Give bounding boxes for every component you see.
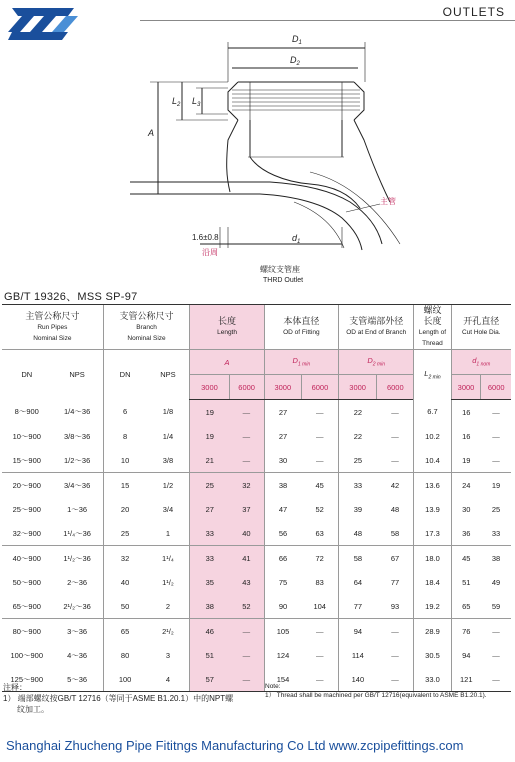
table-cell: 114 — [339, 643, 377, 667]
table-cell: 25 — [339, 448, 377, 473]
table-cell: 3/4～36 — [63, 480, 91, 490]
company-logo — [8, 4, 80, 44]
table-cell: 52 — [315, 504, 324, 514]
table-cell: 1¹/₂ — [162, 577, 174, 587]
table-cell: 19.2 — [414, 594, 451, 619]
header-d2-sub: 2 min — [372, 361, 386, 368]
header-run — [2, 305, 103, 350]
table-cell: 3/8 — [147, 448, 190, 473]
header-length-en: Length — [217, 329, 237, 336]
header-run-cn: 主管公称尺寸 — [25, 310, 80, 321]
header-d1-3000: 3000 — [264, 375, 301, 400]
table-cell: 80～900 — [12, 626, 41, 636]
header-branch-en2: Nominal Size — [127, 334, 166, 342]
table-cell: 121 — [451, 667, 481, 692]
table-cell: 6 — [103, 400, 146, 425]
header-dcut-sym: d — [472, 356, 477, 366]
table-cell: 33 — [339, 473, 377, 498]
table-cell: — — [492, 407, 500, 417]
table-cell: 65 — [451, 594, 481, 619]
svg-text:L2 — [172, 96, 181, 108]
table-cell: 94 — [451, 643, 481, 667]
table-cell: 77 — [339, 594, 377, 619]
header-thread-en2: Thread — [422, 340, 443, 347]
notes-cn-title: 注释： — [3, 683, 27, 692]
title-rule — [140, 20, 515, 21]
table-cell: 20～900 — [12, 480, 41, 490]
header-branch-dn: DN — [103, 350, 146, 400]
table-cell: 15 — [103, 473, 146, 498]
table-cell: 15～900 — [2, 448, 52, 473]
header-cut-cn: 开孔直径 — [463, 316, 500, 326]
table-cell: 10.4 — [414, 448, 451, 473]
table-cell: 6.7 — [414, 400, 451, 425]
table-cell: — — [315, 431, 324, 441]
table-row — [2, 448, 511, 473]
header-cut-hole — [451, 305, 511, 350]
notes-en-1: 1） Thread shall be machined per GB/T 12716(equivalent to ASME B1.20.1). — [265, 692, 487, 699]
table-cell: — — [492, 650, 500, 660]
table-cell: 27 — [264, 400, 301, 425]
table-row — [2, 497, 511, 521]
header-branch-en1: Branch — [136, 323, 157, 331]
header-d1 — [264, 350, 338, 375]
table-cell: 56 — [264, 521, 301, 546]
label-d1-sub: 1 — [298, 40, 302, 46]
table-cell: 83 — [315, 577, 324, 587]
table-body — [2, 400, 511, 692]
table-cell: 47 — [264, 497, 301, 521]
table-cell: 76 — [451, 619, 481, 644]
section-title: OUTLETS — [442, 5, 505, 19]
svg-text:d1 — [292, 233, 300, 245]
header-thread-cn1: 螺纹 — [423, 305, 442, 315]
table-cell: — — [229, 448, 264, 473]
table-cell: 19 — [190, 400, 229, 425]
table-cell: 2¹/₂ — [162, 626, 174, 636]
table-cell: 32 — [229, 473, 264, 498]
table-cell: 22 — [339, 424, 377, 448]
table-cell: 2¹/₂～36 — [52, 594, 104, 619]
footer-company: Shanghai Zhucheng Pipe Fititngs Manufacturing Co Ltd www.zcpipefittings.com — [6, 738, 464, 753]
header-thread-cn2: 长度 — [423, 316, 442, 326]
notes-cn-1: 1） 端部螺纹按GB/T 12716（等同于ASME B1.20.1）中的NPT螺 — [3, 694, 234, 703]
table-cell: 58 — [339, 546, 377, 571]
table-cell: — — [391, 626, 399, 636]
table-cell: 10 — [103, 448, 146, 473]
table-cell: 5～36 — [52, 667, 104, 692]
header-run-en1: Run Pipes — [37, 323, 68, 331]
header-cut-en: Cut Hole Dia. — [461, 329, 501, 336]
table-cell: 40 — [229, 521, 264, 546]
svg-text:D1 — [292, 34, 302, 46]
header-a-6000: 6000 — [229, 375, 264, 400]
table-cell: — — [301, 448, 338, 473]
table-cell: 45 — [315, 480, 324, 490]
table-cell: 22 — [339, 400, 377, 425]
label-l2-sub: 2 — [177, 102, 181, 108]
table-row — [2, 400, 511, 425]
label-gap-cn: 沿周 — [202, 248, 218, 257]
header-l2 — [414, 350, 451, 400]
table-cell: — — [229, 400, 264, 425]
table-cell: 65 — [103, 619, 146, 644]
header-l2-sub: 2 min — [428, 374, 441, 381]
table-cell: 77 — [390, 577, 400, 587]
header-d1-sym: D — [292, 356, 298, 366]
table-cell: 93 — [377, 594, 414, 619]
table-cell: 3 — [165, 650, 171, 660]
table-cell: 19 — [451, 448, 481, 473]
table-cell: 50～900 — [12, 577, 41, 587]
table-cell: 3/4 — [162, 504, 174, 514]
table-cell: 58 — [377, 521, 414, 546]
table-cell: — — [391, 431, 399, 441]
table-cell: 4 — [147, 667, 190, 692]
table-cell: 16 — [451, 400, 481, 425]
table-cell: — — [391, 650, 399, 660]
table-cell: 42 — [390, 480, 400, 490]
header-length — [190, 305, 264, 350]
table-cell: 1～36 — [67, 504, 88, 514]
caption-en: THRD Outlet — [263, 277, 304, 284]
header-dcut-sub: 1 nom — [476, 361, 491, 368]
table-cell: — — [229, 667, 264, 692]
table-cell: 43 — [229, 570, 264, 594]
table-cell: 30 — [264, 448, 301, 473]
table-cell: 20 — [103, 497, 146, 521]
header-run-en2: Nominal Size — [33, 334, 72, 342]
table-cell: 1/4～36 — [63, 407, 91, 417]
table-cell: 72 — [315, 553, 324, 563]
table-cell: 25 — [190, 473, 229, 498]
table-cell: 3/8～36 — [63, 431, 91, 441]
notes-cn-1b: 纹加工。 — [17, 705, 49, 714]
header-od-fit-en: OD of Fitting — [283, 329, 320, 336]
header-od-end-cn: 支管端部外径 — [349, 316, 404, 326]
table-cell: 51 — [451, 570, 481, 594]
table-cell: 36 — [451, 521, 481, 546]
table-cell: 33 — [190, 521, 229, 546]
header-row-1 — [2, 305, 511, 350]
table-cell: 67 — [390, 553, 400, 563]
table-cell: 51 — [190, 643, 229, 667]
table-cell: 40 — [103, 570, 146, 594]
table-row — [2, 546, 511, 571]
label-d1-small-sub: 1 — [297, 239, 301, 245]
table-cell: 10～900 — [12, 431, 41, 441]
header-dcut — [451, 350, 511, 375]
table-cell: 2 — [147, 594, 190, 619]
label-l3: L — [192, 96, 198, 106]
header-nps: NPS — [52, 350, 104, 400]
table-cell: 13.9 — [414, 497, 451, 521]
table-cell: 13.6 — [414, 473, 451, 498]
label-d1: D — [292, 34, 299, 44]
label-l2: L — [172, 96, 178, 106]
table-row — [2, 594, 511, 619]
table-cell: 49 — [491, 577, 501, 587]
table-cell: 2～36 — [67, 577, 88, 587]
caption-cn: 螺纹支管座 — [260, 265, 300, 274]
table-cell: 94 — [339, 619, 377, 644]
table-cell: — — [492, 626, 500, 636]
notes-en-title: Note: — [265, 683, 281, 690]
label-d2-sub: 2 — [296, 61, 300, 67]
table-cell: 24 — [451, 473, 481, 498]
table-cell: — — [301, 667, 338, 692]
header-od-fitting — [264, 305, 338, 350]
table-cell: 25 — [491, 504, 501, 514]
table-cell: — — [481, 448, 511, 473]
table-cell: 154 — [264, 667, 301, 692]
header-od-end-en: OD at End of Branch — [346, 329, 407, 336]
table-row — [2, 521, 511, 546]
table-cell: 65～900 — [2, 594, 52, 619]
table-cell: 38 — [190, 594, 229, 619]
table-cell: 100～900 — [10, 650, 44, 660]
header-cut-6000: 6000 — [481, 375, 511, 400]
table-cell: — — [492, 431, 500, 441]
header-d2-6000: 6000 — [377, 375, 414, 400]
table-cell: 1/2 — [162, 480, 174, 490]
table-cell: 35 — [190, 570, 229, 594]
table-row — [2, 424, 511, 448]
table-cell: 66 — [264, 546, 301, 571]
table-cell: — — [481, 667, 511, 692]
table-cell: 46 — [190, 619, 229, 644]
table-cell: 140 — [339, 667, 377, 692]
table-cell: 8 — [103, 424, 146, 448]
table-cell: 57 — [190, 667, 229, 692]
header-branch — [103, 305, 190, 350]
table-cell: 1¹/₄ — [162, 553, 174, 563]
table-cell: 33.0 — [414, 667, 451, 692]
header-thread-en1: Length of — [418, 329, 447, 336]
table-cell: 104 — [301, 594, 338, 619]
table-cell: 3～36 — [67, 626, 88, 636]
table-cell: 90 — [264, 594, 301, 619]
header-d1-6000: 6000 — [301, 375, 338, 400]
table-cell: — — [315, 407, 324, 417]
table-cell: 1/8 — [162, 407, 174, 417]
header-branch-cn: 支管公称尺寸 — [119, 310, 174, 321]
table-cell: 48 — [339, 521, 377, 546]
table-cell: 30.5 — [414, 643, 451, 667]
table-cell: 38 — [491, 553, 501, 563]
header-d2-sym: D — [367, 356, 373, 366]
table-cell: 21 — [190, 448, 229, 473]
table-cell: 32～900 — [2, 521, 52, 546]
label-a: A — [148, 128, 155, 138]
table-cell: 100 — [103, 667, 146, 692]
table-cell: 19 — [190, 424, 229, 448]
table-cell: 48 — [390, 504, 400, 514]
thrd-outlet-drawing — [110, 22, 410, 284]
table-cell: 105 — [264, 619, 301, 644]
table-cell: 63 — [301, 521, 338, 546]
table-row — [2, 473, 511, 498]
header-thread — [414, 305, 451, 350]
table-cell: 41 — [229, 546, 264, 571]
table-row — [2, 643, 511, 667]
table-cell: — — [391, 407, 399, 417]
header-od-fit-cn: 本体直径 — [283, 316, 320, 326]
table-cell: 50 — [103, 594, 146, 619]
table-cell: 19 — [491, 480, 501, 490]
table-cell: 27 — [190, 497, 229, 521]
table-cell: 10.2 — [414, 424, 451, 448]
notes-en — [265, 682, 511, 700]
header-row-2 — [2, 350, 511, 375]
table-cell: 33 — [190, 546, 229, 571]
dimension-table — [2, 304, 511, 692]
standard-reference: GB/T 19326、MSS SP-97 — [4, 291, 138, 303]
table-cell: 38 — [264, 473, 301, 498]
table-cell: — — [229, 643, 264, 667]
header-od-end — [339, 305, 414, 350]
table-cell: 39 — [339, 497, 377, 521]
table-cell: 25 — [103, 521, 146, 546]
header-a-3000: 3000 — [190, 375, 229, 400]
table-cell: 8～900 — [14, 407, 39, 417]
header-cut-3000: 3000 — [451, 375, 481, 400]
table-cell: 18.0 — [414, 546, 451, 571]
svg-text:D2 — [290, 55, 301, 67]
table-cell: 64 — [339, 570, 377, 594]
svg-text:L3 — [192, 96, 201, 108]
table-cell: 16 — [451, 424, 481, 448]
header-d2 — [339, 350, 414, 375]
table-cell: 40～900 — [12, 553, 41, 563]
table-cell: 125～900 — [2, 667, 52, 692]
table-cell: 52 — [229, 594, 264, 619]
table-cell: — — [315, 626, 324, 636]
table-cell: 25～900 — [12, 504, 41, 514]
table-cell: 33 — [481, 521, 511, 546]
table-cell: — — [315, 650, 324, 660]
label-run-pipe-cn: 主管 — [380, 197, 396, 206]
table-cell: 75 — [264, 570, 301, 594]
header-d1-sub: 1 min — [297, 361, 311, 368]
table-cell: 27 — [264, 424, 301, 448]
header-a: A — [190, 350, 264, 375]
table-cell: 45 — [451, 546, 481, 571]
header-dn: DN — [2, 350, 52, 400]
table-cell: — — [377, 448, 414, 473]
header-d2-3000: 3000 — [339, 375, 377, 400]
table-cell: — — [229, 619, 264, 644]
table-cell: — — [229, 424, 264, 448]
label-l3-sub: 3 — [197, 102, 201, 108]
label-d2: D — [290, 55, 297, 65]
header-length-cn: 长度 — [218, 316, 237, 326]
table-cell: 18.4 — [414, 570, 451, 594]
table-cell: 124 — [264, 643, 301, 667]
table-cell: 59 — [481, 594, 511, 619]
table-cell: 1/2～36 — [52, 448, 104, 473]
table-row — [2, 619, 511, 644]
table-cell: 1¹/₂～36 — [63, 553, 91, 563]
label-d1-small: d — [292, 233, 298, 243]
table-cell: 1 — [147, 521, 190, 546]
notes-cn — [3, 682, 258, 715]
table-cell: 37 — [229, 497, 264, 521]
header-branch-nps: NPS — [147, 350, 190, 400]
table-cell: 1/4 — [162, 431, 174, 441]
header-l2-sym: L — [424, 369, 429, 378]
table-cell: 28.9 — [414, 619, 451, 644]
table-cell: 4～36 — [67, 650, 88, 660]
table-cell: 80 — [103, 643, 146, 667]
table-cell: — — [377, 667, 414, 692]
label-gap: 1.6±0.8 — [192, 233, 219, 242]
table-row — [2, 570, 511, 594]
table-cell: 32 — [103, 546, 146, 571]
table-cell: 30 — [451, 497, 481, 521]
table-cell: 1¹/₄～36 — [52, 521, 104, 546]
table-cell: 17.3 — [414, 521, 451, 546]
